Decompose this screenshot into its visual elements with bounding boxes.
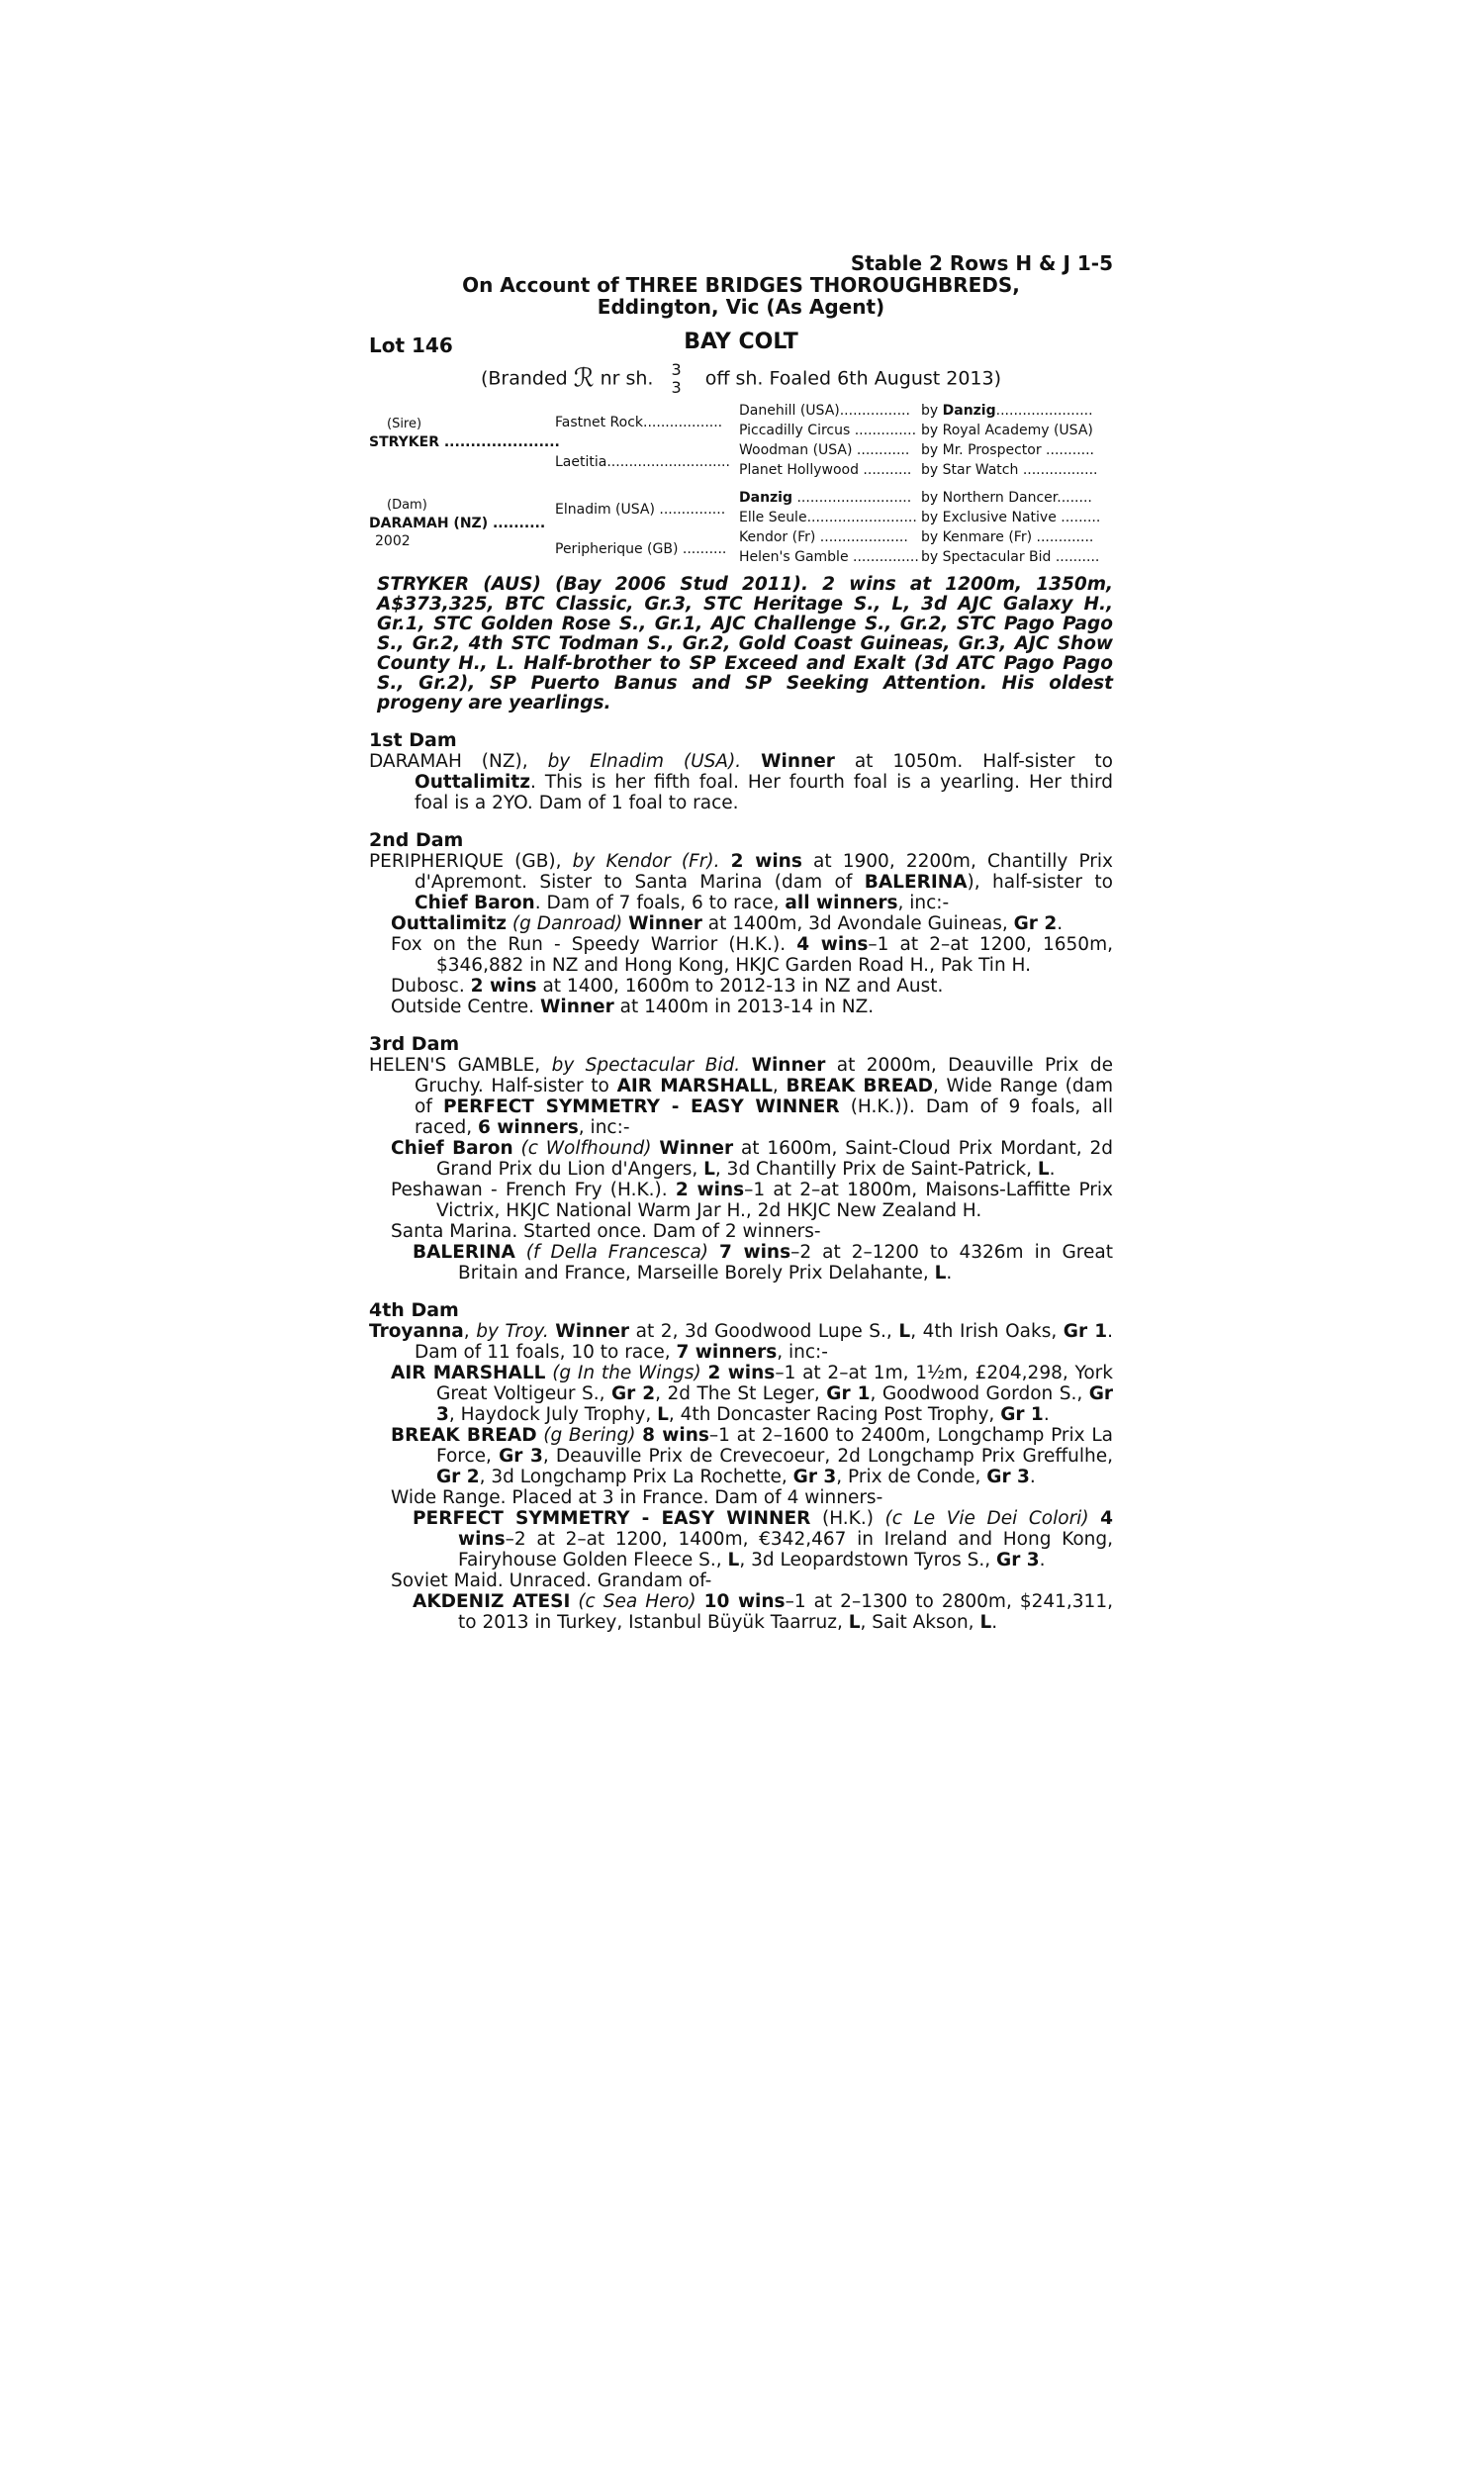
third-dam-entry: HELEN'S GAMBLE, by Spectacular Bid. Winner at 2000m, Deauville Prix de Gruchy. Half-sister to AIR MARSHALL, BREAK BREAD, Wide Range (dam of PERFECT SYMMETRY - EASY WINNER (H.K.)). Dam of 9 foals, all raced, 6 winners, inc:- [369,1055,1113,1138]
progeny-entry: Soviet Maid. Unraced. Grandam of- [391,1570,712,1591]
first-dam-heading: 1st Dam [369,729,457,751]
progeny-entry: Outtalimitz (g Danroad) Winner at 1400m, 3d Avondale Guineas, Gr 2. [391,913,1064,934]
g2-8: Helen's Gamble ............... [739,549,919,565]
g2-4: Planet Hollywood ........... [739,462,912,478]
g3-6: by Exclusive Native ......... [921,510,1101,525]
progeny-entry: BREAK BREAD (g Bering) 8 wins–1 at 2–1600 to 2400m, Longchamp Prix La Force, Gr 3, Deauville Prix de Crevecoeur, 2d Longchamp Prix Greffulhe, Gr 2, 3d Longchamp Prix La Rochette, Gr 3, Prix de Conde, Gr 3. [391,1425,1114,1487]
progeny-entry: Wide Range. Placed at 3 in France. Dam of 4 winners- [391,1487,883,1508]
progeny-entry: Dubosc. 2 wins at 1400, 1600m to 2012-13 in NZ and Aust. [391,976,944,997]
brand-suffix: off sh. Foaled 6th August 2013) [704,367,1002,390]
catalogue-page [369,252,1113,1633]
second-dam-entry: PERIPHERIQUE (GB), by Kendor (Fr). 2 wins at 1900, 2200m, Chantilly Prix d'Apremont. Sister to Santa Marina (dam of BALERINA), half-sister to Chief Baron. Dam of 7 foals, 6 to race, all winners, inc:- [369,851,1114,913]
dam-label: (Dam) [387,498,427,513]
grand-progeny-entry: BALERINA (f Della Francesca) 7 wins–2 at 2–1200 to 4326m in Great Britain and France, Marseille Borely Prix Delahante, L. [413,1242,1113,1284]
g3-5: by Northern Dancer........ [921,490,1092,506]
progeny-entry: Fox on the Run - Speedy Warrior (H.K.). 4 wins–1 at 2–at 1200, 1650m, $346,882 in NZ and Hong Kong, HKJC Garden Road H., Pak Tin H. [391,934,1113,976]
pedigree-table [369,403,1113,563]
dam-dam: Peripherique (GB) .......... [555,541,727,557]
sire-name: STRYKER ...................... [369,434,560,450]
sire-sire: Fastnet Rock.................. [555,415,723,430]
brand-fraction-top: 3 [671,360,682,379]
brand-prefix: (Branded [480,367,568,390]
grand-progeny-entry: PERFECT SYMMETRY - EASY WINNER (H.K.) (c Le Vie Dei Colori) 4 wins–2 at 2–at 1200, 1400m, €342,467 in Ireland and Hong Kong, Fairyhouse Golden Fleece S., L, 3d Leopardstown Tyros S., Gr 3. [413,1508,1113,1570]
dam-name: DARAMAH (NZ) .......... [369,516,546,531]
g3-2: by Royal Academy (USA) [921,423,1093,438]
g2-1: Danehill (USA)................ [739,403,910,419]
sire-label: (Sire) [387,417,422,431]
second-dam-heading: 2nd Dam [369,829,464,851]
fourth-dam-entry: Troyanna, by Troy. Winner at 2, 3d Goodwood Lupe S., L, 4th Irish Oaks, Gr 1. Dam of 11 foals, 10 to race, 7 winners, inc:- [369,1321,1113,1363]
progeny-entry: AIR MARSHALL (g In the Wings) 2 wins–1 at 2–at 1m, 1½m, £204,298, York Great Voltigeur S., Gr 2, 2d The St Leger, Gr 1, Goodwood Gordon S., Gr 3, Haydock July Trophy, L, 4th Doncaster Racing Post Trophy, Gr 1. [391,1363,1113,1425]
progeny-entry: Santa Marina. Started once. Dam of 2 winners- [391,1221,821,1242]
stable-location: Stable 2 Rows H & J 1-5 [850,251,1113,275]
progeny-entry: Outside Centre. Winner at 1400m in 2013-14 in NZ. [391,997,875,1017]
g2-6: Elle Seule......................... [739,510,917,525]
brand-mid: nr sh. [600,367,654,390]
sire-dam: Laetitia............................ [555,454,730,470]
brand-line [369,361,1113,399]
dam-year: 2002 [375,533,411,549]
dam-sire: Elnadim (USA) ............... [555,502,726,518]
first-dam-entry: DARAMAH (NZ), by Elnadim (USA). Winner at 1050m. Half-sister to Outtalimitz. This is her fifth foal. Her fourth foal is a yearling. Her third foal is a 2YO. Dam of 1 foal to race. [369,751,1113,813]
g3-1: by Danzig...................... [921,403,1093,419]
lot-title: BAY COLT [684,330,798,354]
g3-4: by Star Watch ................. [921,462,1098,478]
third-dam-heading: 3rd Dam [369,1033,460,1055]
g2-2: Piccadilly Circus .............. [739,423,917,438]
g2-3: Woodman (USA) ............ [739,442,910,458]
vendor-location: Eddington, Vic (As Agent) [597,295,885,319]
g2-7: Kendor (Fr) .................... [739,529,908,545]
brand-fraction [672,361,682,397]
vendor-line: On Account of THREE BRIDGES THOROUGHBREDS, [462,273,1020,297]
g3-8: by Spectacular Bid .......... [921,549,1100,565]
lot-row [369,330,1113,357]
g3-3: by Mr. Prospector ........... [921,442,1094,458]
grand-progeny-entry: AKDENIZ ATESI (c Sea Hero) 10 wins–1 at 2–1300 to 2800m, $241,311, to 2013 in Turkey, Istanbul Büyük Taarruz, L, Sait Akson, L. [413,1591,1113,1633]
g3-7: by Kenmare (Fr) ............. [921,529,1094,545]
brand-mark-icon: ℛ [573,363,595,394]
progeny-entry: Peshawan - French Fry (H.K.). 2 wins–1 at 2–at 1800m, Maisons-Laffitte Prix Victrix, HKJC National Warm Jar H., 2d HKJC New Zealand H. [391,1180,1113,1221]
g2-5: Danzig .......................... [739,490,912,506]
lot-number: Lot 146 [369,333,453,357]
fourth-dam-heading: 4th Dam [369,1299,459,1321]
brand-fraction-bottom: 3 [671,378,682,397]
sire-summary: STRYKER (AUS) (Bay 2006 Stud 2011). 2 wins at 1200m, 1350m, A$373,325, BTC Classic, Gr.3, STC Heritage S., L, 3d AJC Galaxy H., Gr.1, STC Golden Rose S., Gr.1, AJC Challenge S., Gr.2, STC Pago Pago S., Gr.2, 4th STC Todman S., Gr.2, Gold Coast Guineas, Gr.3, AJC Show County H., L. Half-brother to SP Exceed and Exalt (3d ATC Pago Pago S., Gr.2), SP Puerto Banus and SP Seeking Attention. His oldest progeny are yearlings. [377,574,1113,714]
progeny-entry: Chief Baron (c Wolfhound) Winner at 1600m, Saint-Cloud Prix Mordant, 2d Grand Prix du Lion d'Angers, L, 3d Chantilly Prix de Saint-Patrick, L. [391,1138,1113,1180]
